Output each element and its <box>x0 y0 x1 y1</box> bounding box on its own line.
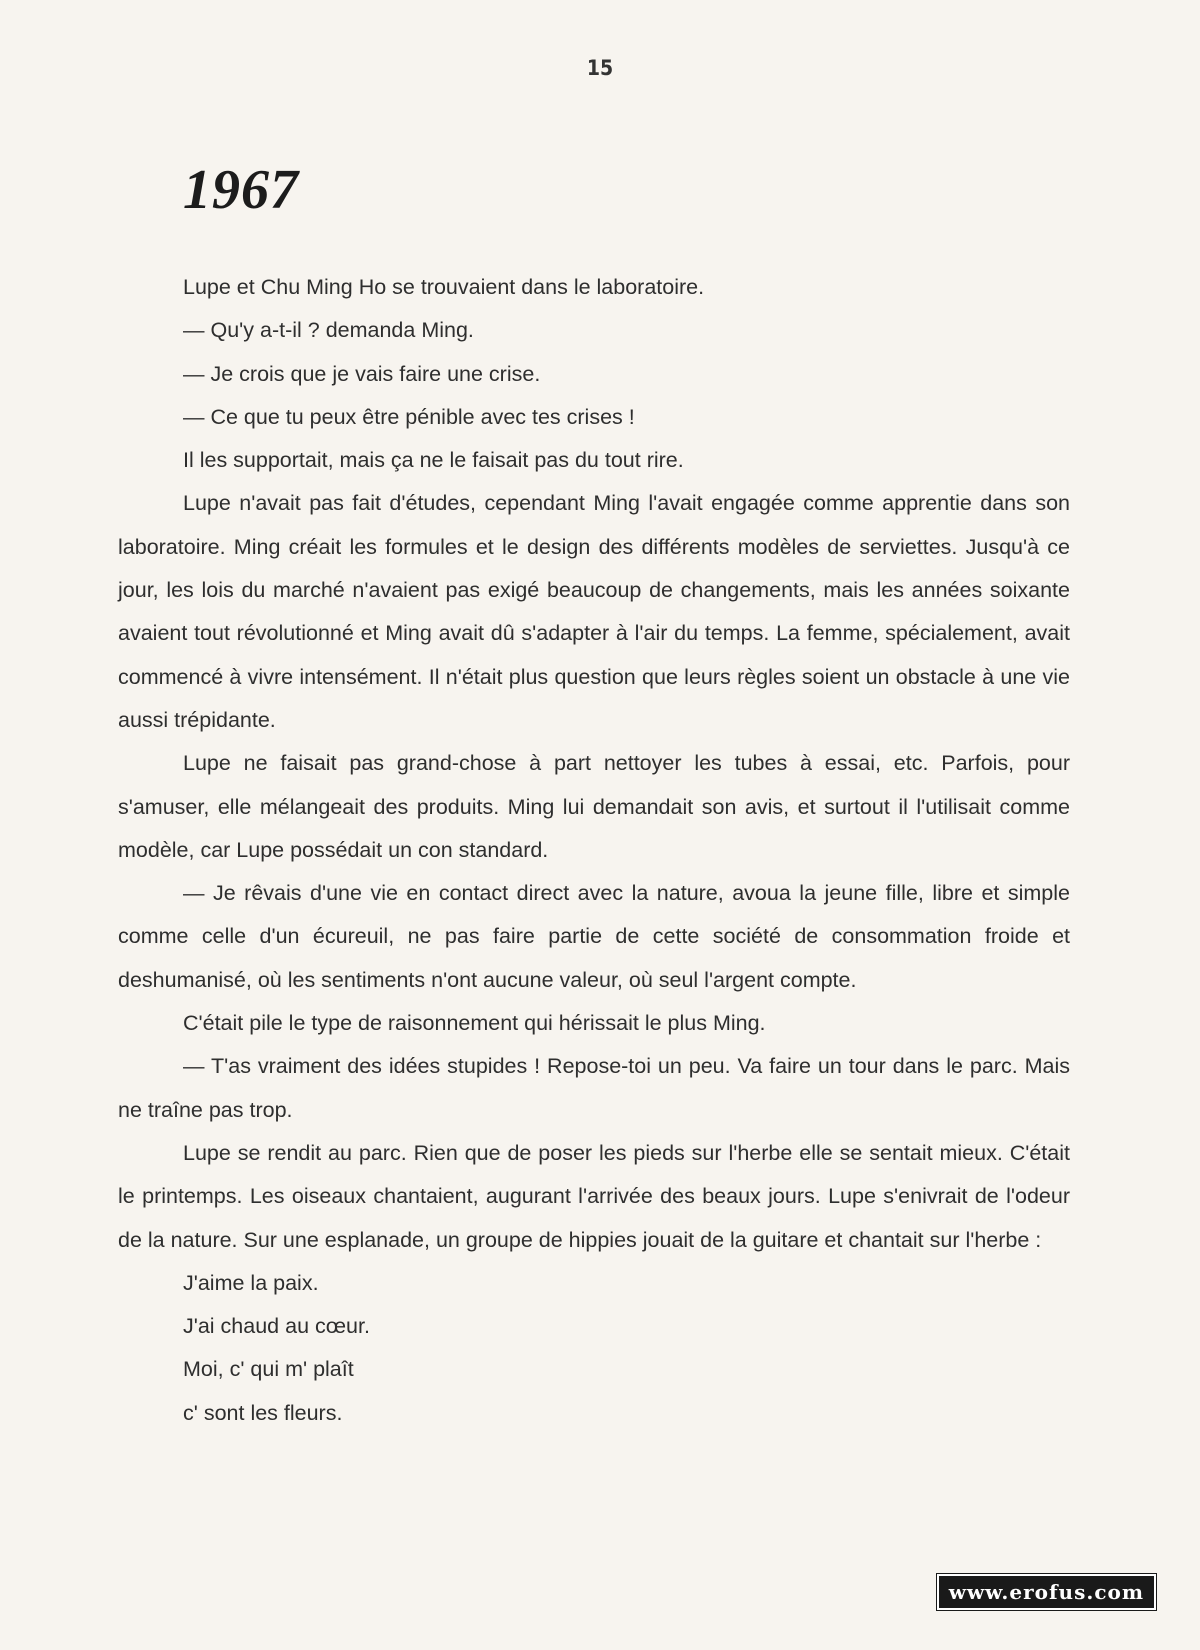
paragraph: — Ce que tu peux être pénible avec tes crises ! <box>183 404 635 429</box>
paragraph: Lupe ne faisait pas grand-chose à part nettoyer les tubes à essai, etc. Parfois, pour s'amuser, elle mélangeait des produits. Ming lui demandait son avis, et surtout il l'utilisait comme modèle, car Lupe possédait un con standard. <box>118 751 1070 862</box>
poem-line: c' sont les fleurs. <box>183 1400 343 1425</box>
poem-line: J'aime la paix. <box>183 1270 319 1295</box>
chapter-title: 1967 <box>183 159 299 221</box>
paragraph: — Je rêvais d'une vie en contact direct avec la nature, avoua la jeune fille, libre et simple comme celle d'un écureuil, ne pas faire partie de cette société de consommation froide et deshumanisé, où les sentiments n'ont aucune valeur, où seul l'argent compte. <box>118 881 1070 992</box>
paragraph: Il les supportait, mais ça ne le faisait pas du tout rire. <box>183 448 684 473</box>
paragraph: — Je crois que je vais faire une crise. <box>183 361 541 386</box>
poem-line: J'ai chaud au cœur. <box>183 1314 370 1339</box>
paragraph: C'était pile le type de raisonnement qui hérissait le plus Ming. <box>183 1011 766 1036</box>
watermark: www.erofus.com <box>937 1574 1156 1610</box>
paragraph: Lupe n'avait pas fait d'études, cependant Ming l'avait engagée comme apprentie dans son laboratoire. Ming créait les formules et le design des différents modèles de serviettes. Jusqu'à ce jour, les lois du marché n'avaient pas exigé beaucoup de changements, mais les années soixante avaient tout révolutionné et Ming avait dû s'adapter à l'air du temps. La femme, spécialement, avait commencé à vivre intensément. Il n'était plus question que leurs règles soient un obstacle à une vie aussi trépidante. <box>118 491 1070 732</box>
page-number: 15 <box>586 56 614 80</box>
poem-line: Moi, c' qui m' plaît <box>183 1357 354 1382</box>
body-text <box>118 266 1070 1435</box>
paragraph: Lupe et Chu Ming Ho se trouvaient dans le laboratoire. <box>183 275 705 299</box>
paragraph: Lupe se rendit au parc. Rien que de poser les pieds sur l'herbe elle se sentait mieux. C'était le printemps. Les oiseaux chantaient, augurant l'arrivée des beaux jours. Lupe s'enivrait de l'odeur de la nature. Sur une esplanade, un groupe de hippies jouait de la guitare et chantait sur l'herbe : <box>118 1140 1070 1252</box>
paragraph: — Qu'y a-t-il ? demanda Ming. <box>183 318 474 343</box>
paragraph: — T'as vraiment des idées stupides ! Repose-toi un peu. Va faire un tour dans le parc. Mais ne traîne pas trop. <box>118 1054 1070 1122</box>
